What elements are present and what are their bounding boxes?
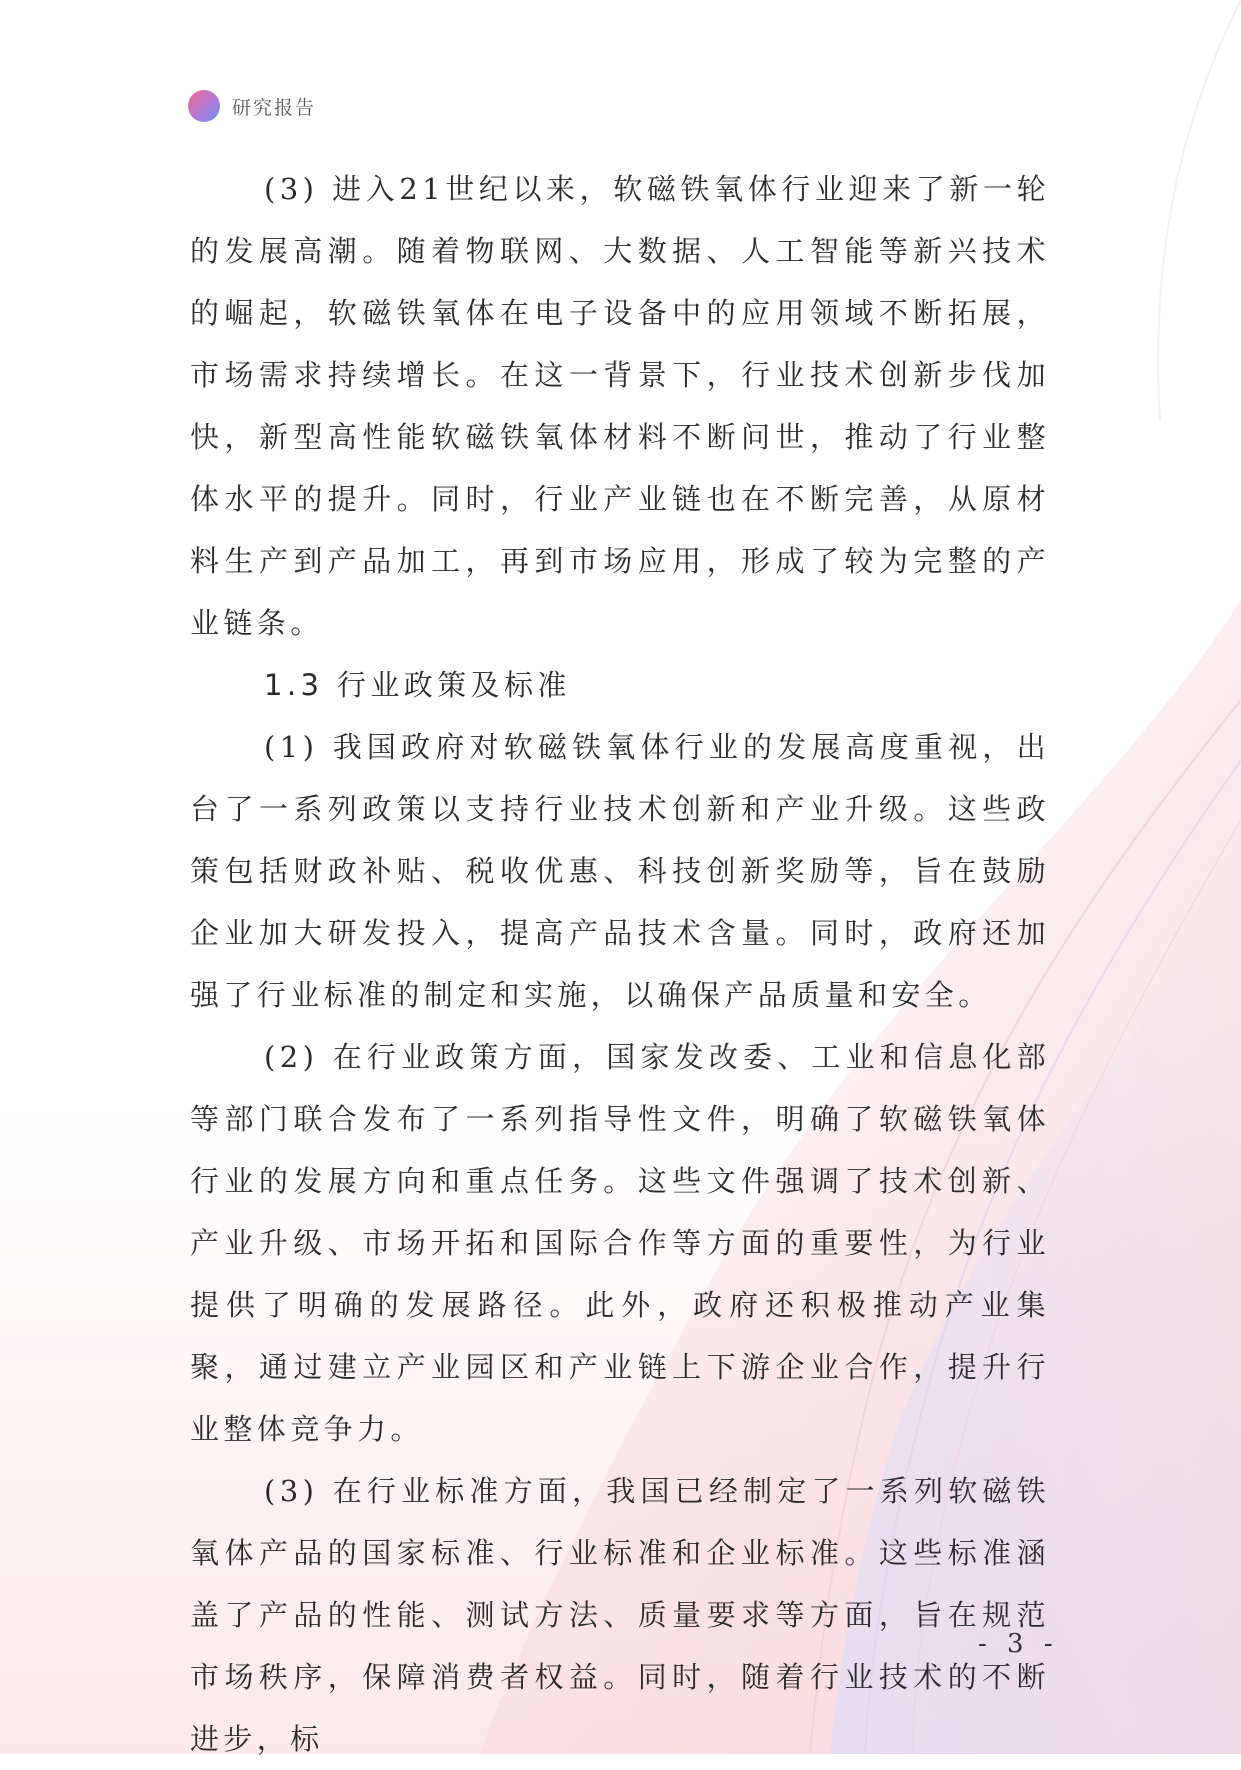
- header-title: 研究报告: [232, 96, 317, 119]
- paragraph: (2) 在行业政策方面，国家发改委、工业和信息化部等部门联合发布了一系列指导性文件，明确了软磁铁氧体行业的发展方向和重点任务。这些文件强调了技术创新、产业升级、市场开拓和国际合作等方面的重要性，为行业提供了明确的发展路径。此外，政府还积极推动产业集聚，通过建立产业园区和产业链上下游企业合作，提升行业整体竞争力。: [190, 1040, 1050, 1446]
- paragraph: (3) 在行业标准方面，我国已经制定了一系列软磁铁氧体产品的国家标准、行业标准和企业标准。这些标准涵盖了产品的性能、测试方法、质量要求等方面，旨在规范市场秩序，保障消费者权益。同时，随着行业技术的不断进步，标: [190, 1474, 1050, 1756]
- document-body: [190, 158, 1050, 1770]
- paragraph: (1) 我国政府对软磁铁氧体行业的发展高度重视，出台了一系列政策以支持行业技术创新和产业升级。这些政策包括财政补贴、税收优惠、科技创新奖励等，旨在鼓励企业加大研发投入，提高产品技术含量。同时，政府还加强了行业标准的制定和实施，以确保产品质量和安全。: [190, 730, 1050, 1012]
- page-header: [188, 90, 316, 122]
- page-number: - 3 -: [978, 1629, 1059, 1659]
- logo-circle-icon: [188, 90, 220, 122]
- paragraph: (3) 进入21世纪以来，软磁铁氧体行业迎来了新一轮的发展高潮。随着物联网、大数据、人工智能等新兴技术的崛起，软磁铁氧体在电子设备中的应用领域不断拓展，市场需求持续增长。在这一背景下，行业技术创新步伐加快，新型高性能软磁铁氧体材料不断问世，推动了行业整体水平的提升。同时，行业产业链也在不断完善，从原材料生产到产品加工，再到市场应用，形成了较为完整的产业链条。: [190, 172, 1050, 640]
- section-heading: 1.3 行业政策及标准: [264, 668, 571, 702]
